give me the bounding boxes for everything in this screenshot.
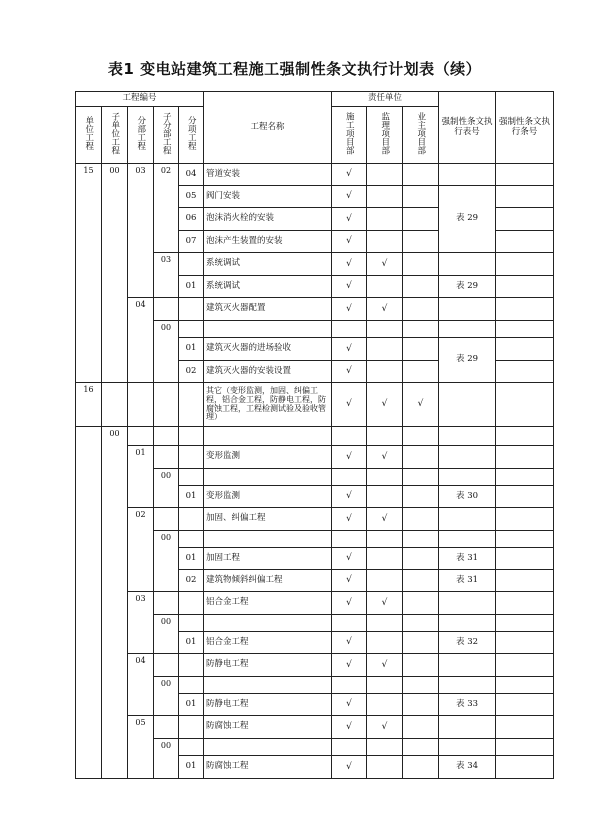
division-code: 03 — [128, 164, 154, 298]
supervision-header: 监理项目部 — [379, 111, 390, 155]
table-no: 表 29 — [439, 338, 496, 383]
project-name: 建筑灭火器的安装设置 — [204, 361, 332, 383]
project-name-header: 工程名称 — [204, 92, 332, 164]
check-mark: √ — [367, 253, 403, 276]
table-no: 表 30 — [439, 486, 496, 508]
table-row — [76, 446, 554, 469]
table-no-header: 强制性条文执行表号 — [439, 92, 496, 164]
execution-plan-table — [75, 91, 554, 779]
item-header: 分项工程 — [186, 116, 197, 151]
page-title: 表1 变电站建筑工程施工强制性条文执行计划表（续） — [107, 60, 482, 78]
check-mark: √ — [332, 548, 367, 570]
table-no: 表 33 — [439, 694, 496, 716]
unit-header: 单位工程 — [83, 116, 94, 151]
table-row — [76, 383, 554, 427]
project-name: 阀门安装 — [204, 186, 332, 208]
table-no: 表 29 — [439, 186, 496, 253]
unit-code: 16 — [76, 383, 102, 427]
project-name: 变形监测 — [204, 446, 332, 469]
division-code: 03 — [128, 592, 154, 654]
check-mark: √ — [332, 361, 367, 383]
item-code: 01 — [179, 756, 204, 779]
check-mark: √ — [332, 186, 367, 208]
check-mark: √ — [332, 338, 367, 361]
item-code: 01 — [179, 276, 204, 298]
table-row — [76, 654, 554, 677]
check-mark: √ — [332, 570, 367, 592]
subdivision-header: 子分部工程 — [161, 111, 172, 155]
check-mark: √ — [332, 508, 367, 531]
division-code: 02 — [128, 508, 154, 592]
subdivision-code: 00 — [154, 321, 179, 383]
project-name: 系统调试 — [204, 253, 332, 276]
check-mark: √ — [367, 383, 403, 427]
item-code: 07 — [179, 231, 204, 253]
check-mark: √ — [367, 716, 403, 739]
table-row — [76, 298, 554, 321]
item-code: 06 — [179, 208, 204, 231]
table-no: 表 34 — [439, 756, 496, 779]
division-header: 分部工程 — [135, 116, 146, 151]
project-name: 系统调试 — [204, 276, 332, 298]
table-row — [76, 508, 554, 531]
division-code: 05 — [128, 716, 154, 779]
project-name: 防静电工程 — [204, 654, 332, 677]
division-code: 04 — [128, 298, 154, 383]
code-group-header: 工程编号 — [76, 92, 204, 107]
table-no: 表 31 — [439, 570, 496, 592]
subdivision-code: 00 — [154, 677, 179, 716]
check-mark: √ — [332, 253, 367, 276]
project-name: 建筑灭火器配置 — [204, 298, 332, 321]
subunit-code: 00 — [102, 164, 128, 383]
subunit-code: 00 — [102, 427, 128, 779]
project-name: 建筑物倾斜纠偏工程 — [204, 570, 332, 592]
item-code: 01 — [179, 338, 204, 361]
check-mark: √ — [332, 486, 367, 508]
check-mark: √ — [367, 654, 403, 677]
table-no: 表 31 — [439, 548, 496, 570]
project-name: 加固、纠偏工程 — [204, 508, 332, 531]
check-mark: √ — [367, 446, 403, 469]
check-mark: √ — [332, 632, 367, 654]
check-mark: √ — [332, 383, 367, 427]
check-mark: √ — [367, 298, 403, 321]
item-code: 01 — [179, 486, 204, 508]
project-name: 泡沫消火栓的安装 — [204, 208, 332, 231]
check-mark: √ — [403, 383, 439, 427]
project-name: 铝合金工程 — [204, 632, 332, 654]
table-no: 表 32 — [439, 632, 496, 654]
check-mark: √ — [332, 208, 367, 231]
table-row — [76, 592, 554, 615]
construction-header: 施工项目部 — [344, 111, 355, 155]
check-mark: √ — [367, 592, 403, 615]
subdivision-code: 00 — [154, 469, 179, 508]
project-name: 泡沫产生装置的安装 — [204, 231, 332, 253]
project-name: 管道安装 — [204, 164, 332, 186]
unit-code: 15 — [76, 164, 102, 383]
table-row — [76, 716, 554, 739]
item-code: 01 — [179, 694, 204, 716]
subdivision-code: 00 — [154, 531, 179, 592]
check-mark: √ — [332, 276, 367, 298]
subdivision-code: 00 — [154, 739, 179, 779]
item-code: 02 — [179, 361, 204, 383]
project-name: 防腐蚀工程 — [204, 756, 332, 779]
responsibility-group-header: 责任单位 — [332, 92, 439, 107]
check-mark: √ — [332, 231, 367, 253]
item-code: 05 — [179, 186, 204, 208]
check-mark: √ — [332, 716, 367, 739]
division-code: 01 — [128, 446, 154, 508]
owner-header: 业主项目部 — [415, 111, 426, 155]
project-name: 防腐蚀工程 — [204, 716, 332, 739]
project-name: 加固工程 — [204, 548, 332, 570]
subdivision-code: 00 — [154, 615, 179, 654]
project-name: 铝合金工程 — [204, 592, 332, 615]
project-name: 建筑灭火器的进场验收 — [204, 338, 332, 361]
item-code: 04 — [179, 164, 204, 186]
subunit-header: 子单位工程 — [109, 111, 120, 155]
check-mark: √ — [332, 756, 367, 779]
subdivision-code: 02 — [154, 164, 179, 253]
project-name: 变形监测 — [204, 486, 332, 508]
project-name: 其它（变形监测，加固、纠偏工程，铝合金工程，防静电工程，防腐蚀工程，工程检测试验及验收管理） — [204, 383, 332, 427]
check-mark: √ — [332, 298, 367, 321]
clause-no-header: 强制性条文执行条号 — [496, 92, 554, 164]
table-row — [76, 164, 554, 186]
subdivision-code: 03 — [154, 253, 179, 298]
table-no: 表 29 — [439, 276, 496, 298]
check-mark: √ — [332, 592, 367, 615]
project-name: 防静电工程 — [204, 694, 332, 716]
check-mark: √ — [332, 446, 367, 469]
check-mark: √ — [367, 508, 403, 531]
division-code: 04 — [128, 654, 154, 716]
item-code: 02 — [179, 570, 204, 592]
check-mark: √ — [332, 164, 367, 186]
table-row — [76, 427, 554, 446]
check-mark: √ — [332, 694, 367, 716]
item-code: 01 — [179, 632, 204, 654]
item-code: 01 — [179, 548, 204, 570]
check-mark: √ — [332, 654, 367, 677]
